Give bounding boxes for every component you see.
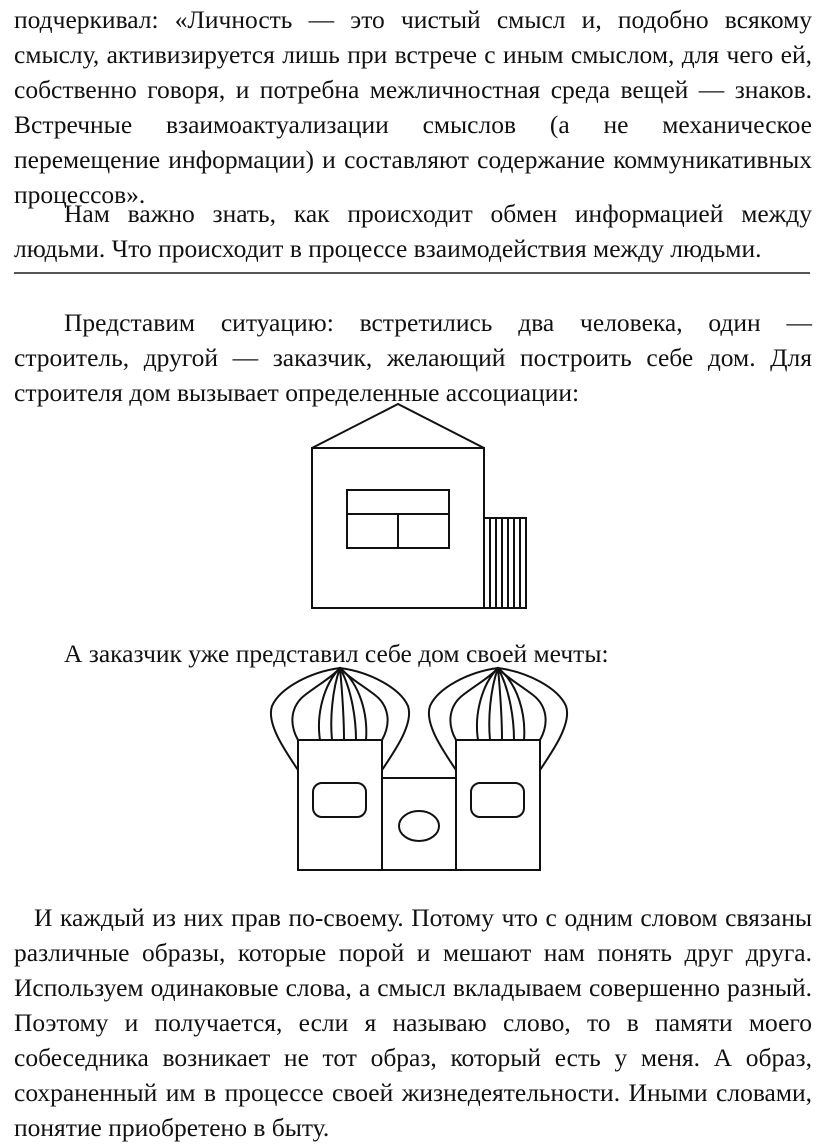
middle-block [382, 778, 456, 870]
right-tower-window [471, 783, 524, 817]
intro-paragraph: Нам важно знать, как происходит обмен информацией между людьми. Что происходит в процессе взаимодействия между людьми. [14, 199, 812, 263]
quote-paragraph: подчеркивал: «Личность — это чистый смысл и, подобно всякому смыслу, активизируется лишь при встрече с иным смыслом, для чего ей, собственно говоря, и потребна межличностная среда вещей — знаков. Встречные взаимоактуализации смыслов (а не механическое перемещение информации) и составляют содержание коммуникативных процессов». [14, 5, 812, 209]
conclusion-paragraph: И каждый из них прав по-своему. Потому что с одним словом связаны различные образы, которые порой и мешают нам понять друг друга. Используем одинаковые слова, а смысл вкладываем совершенно разный. Поэтому и получается, если я называю слово, то в памяти моего собеседника возникает не тот образ, который есть у меня. А образ, сохраненный им в процессе своей жизнедеятельности. Иными словами, понятие приобретено в быту. [14, 903, 812, 1142]
client-caption: А заказчик уже представил себе дом своей мечты: [64, 639, 609, 668]
situation-paragraph: Представим ситуацию: встретились два человека, один — строитель, другой — заказчик, желающий построить себе дом. Для строителя дом вызывает определенные ассоциации: [14, 308, 812, 407]
middle-oval-window [399, 811, 439, 841]
left-tower [298, 740, 382, 870]
right-dome-icon [429, 668, 567, 770]
left-tower-window [313, 783, 366, 817]
left-dome-icon [271, 668, 409, 770]
right-tower [456, 740, 540, 870]
